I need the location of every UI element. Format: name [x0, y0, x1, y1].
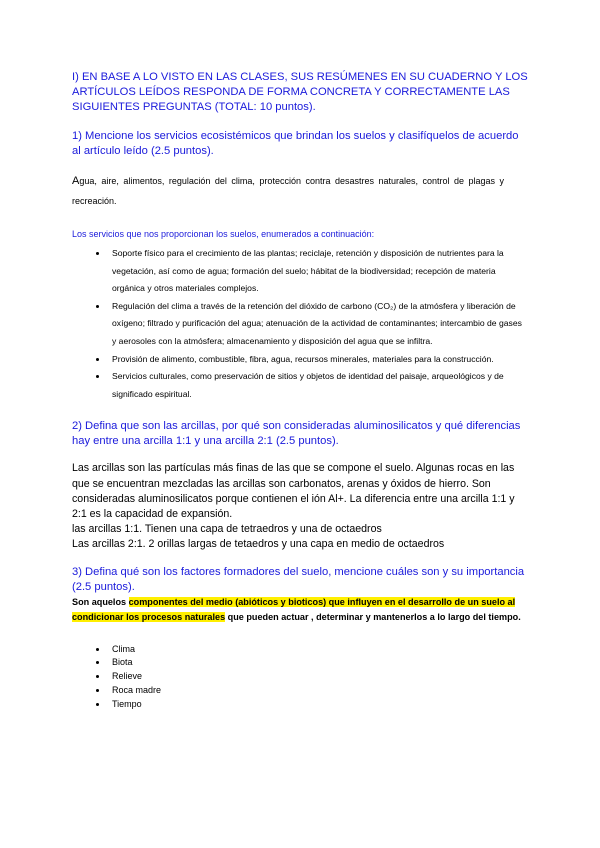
- question-3: 3) Defina qué son los factores formadores del suelo, mencione cuáles son y su importancia (2.5 puntos).: [72, 565, 525, 593]
- answer-2-line-1-1: las arcillas 1:1. Tienen una capa de tetraedros y una de octaedros: [72, 523, 382, 536]
- services-list: [72, 245, 528, 403]
- list-item: • Roca madre: [108, 684, 528, 698]
- answer-3-pre: Son aquelos: [72, 596, 129, 607]
- answer-3: [72, 595, 528, 625]
- question-1: 1) Mencione los servicios ecosistémicos que brindan los suelos y clasifíquelos de acuerdo al artículo leído (2.5 puntos).: [72, 130, 519, 157]
- instructions-heading: I) EN BASE A LO VISTO EN LAS CLASES, SUS RESÚMENES EN SU CUADERNO Y LOS ARTÍCULOS LEÍDOS RESPONDA DE FORMA CONCRETA Y CORRECTAMENTE LAS SIGUIENTES PREGUNTAS (TOTAL: 10 puntos).: [72, 71, 528, 113]
- list-item: • Soporte físico para el crecimiento de las plantas; reciclaje, retención y disposición de nutrientes para la vegetación, así como de agua; formación del suelo; hábitat de la biodiversidad; recepción de materia orgánica y otros materiales complejos.: [108, 245, 528, 298]
- question-2: 2) Defina que son las arcillas, por qué son consideradas aluminosilicatos y qué diferencias hay entre una arcilla 1:1 y una arcilla 2:1 (2.5 puntos).: [72, 420, 521, 448]
- answer-2-paragraph: Las arcillas son las partículas más finas de las que se compone el suelo. Algunas rocas en las que se encuentran mezcladas las arcillas son carbonatos, arenas y óxidos de hierro. Son consideradas aluminosilicatos porque contienen el ión Al+. La diferencia entre una arcilla 1:1 y 2:1 es la capacidad de expansión.: [72, 462, 515, 520]
- answer-1: [72, 171, 528, 211]
- answer-1-first-letter: A: [72, 175, 80, 187]
- answer-2: [72, 461, 528, 552]
- factors-list: [72, 643, 528, 712]
- list-item: • Provisión de alimento, combustible, fibra, agua, recursos minerales, materiales para la construcción.: [108, 351, 528, 369]
- services-list-intro: Los servicios que nos proporcionan los suelos, enumerados a continuación:: [72, 229, 375, 239]
- answer-3-post: que pueden actuar , determinar y mantenerlos a lo largo del tiempo.: [225, 611, 521, 622]
- list-item: • Relieve: [108, 670, 528, 684]
- list-item: • Clima: [108, 643, 528, 657]
- list-item: • Servicios culturales, como preservación de sitios y objetos de identidad del paisaje, arqueológicos y de significado espiritual.: [108, 368, 528, 403]
- list-item: • Biota: [108, 656, 528, 670]
- list-item: • Regulación del clima a través de la retención del dióxido de carbono (CO₂) de la atmósfera y liberación de oxígeno; filtrado y purificación del agua; atenuación de la actividad de contaminantes; intercambio de gases y aerosoles con la atmósfera; almacenamiento y disposición del agua que se infiltra.: [108, 298, 528, 351]
- answer-3-highlight: componentes del medio (abióticos y bioticos) que influyen en el desarrollo de un suelo al condicionar los procesos naturales: [72, 596, 516, 622]
- answer-1-text: gua, aire, alimentos, regulación del clima, protección contra desastres naturales, control de plagas y recreación.: [72, 176, 505, 206]
- answer-2-line-2-1: Las arcillas 2:1. 2 orillas largas de tetaedros y una capa en medio de octaedros: [72, 538, 445, 551]
- list-item: • Tiempo: [108, 698, 528, 712]
